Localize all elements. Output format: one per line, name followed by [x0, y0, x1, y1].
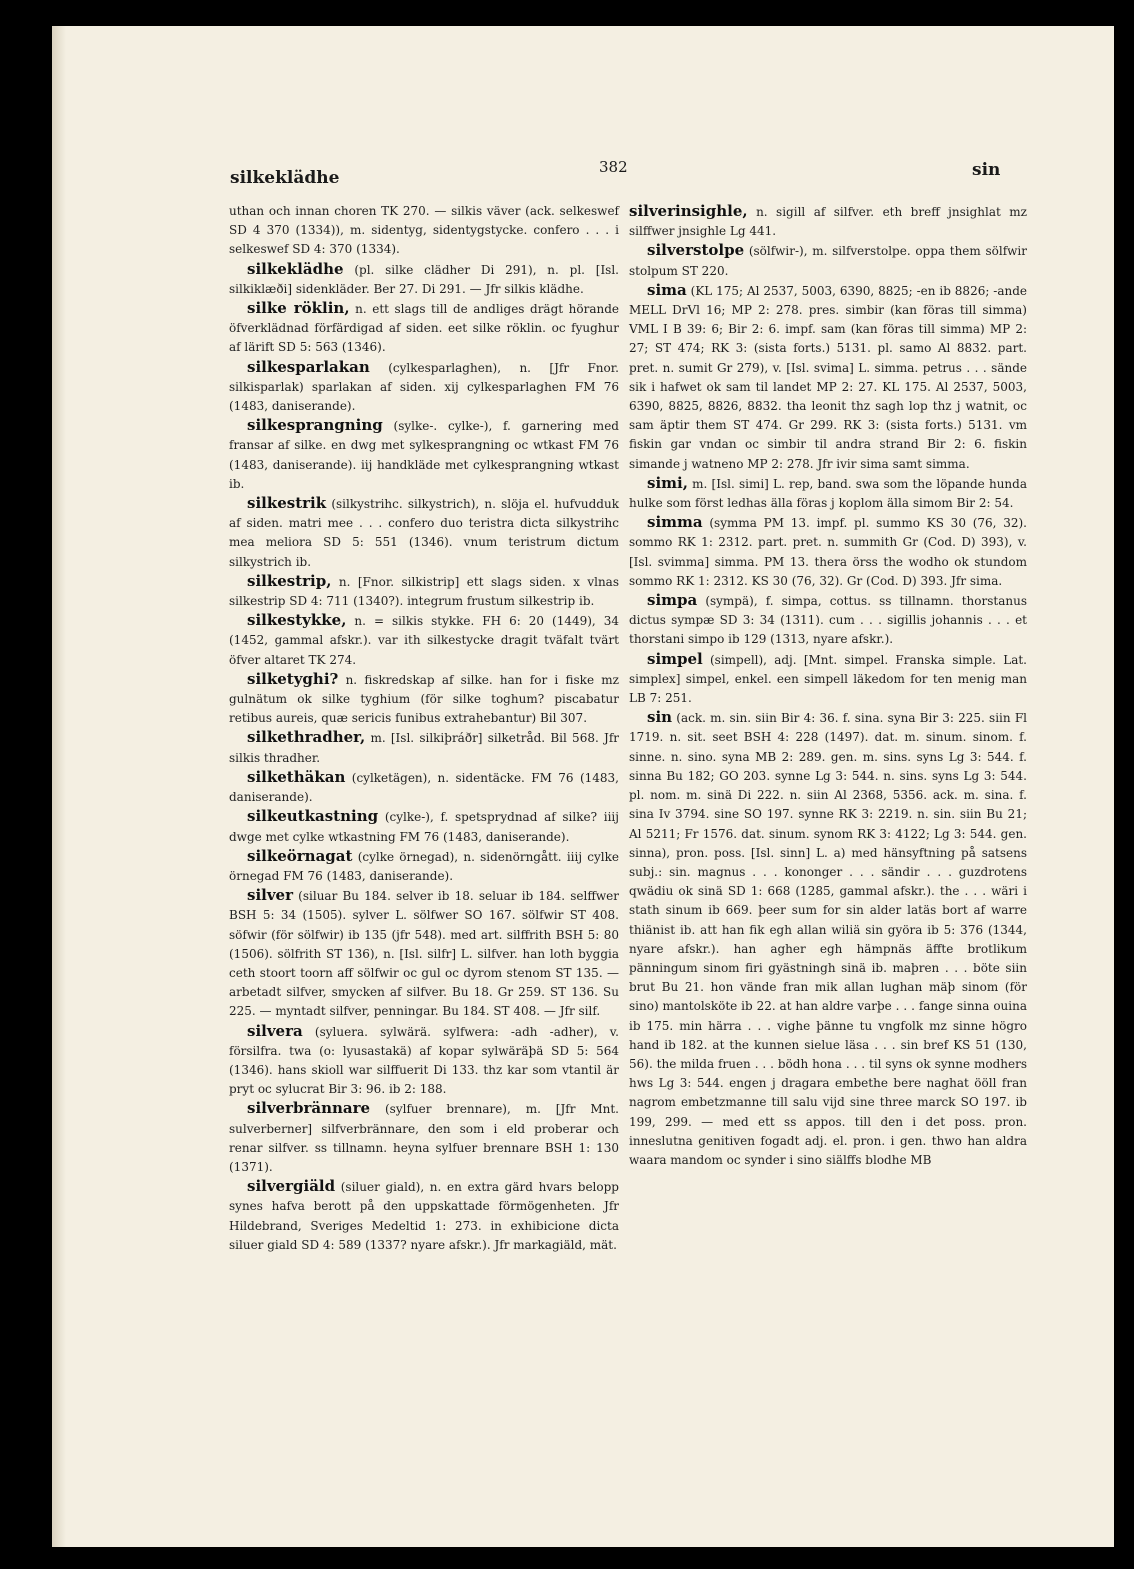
headword: silkethradher, [247, 728, 366, 747]
entry-text: (silkystrihc. silkystrich), n. slöja el. hufvudduk af siden. matri mee . . . confero duo teristra dicta silkystrihc mea meliora SD 5: 551 (1346). vnum teristrum dictum silkystrich ib. [229, 497, 619, 569]
entry-text: (pl. silke clädher Di 291), n. pl. [Isl. silkiklæði] sidenkläder. Ber 27. Di 291. — Jfr silkis klädhe. [229, 262, 619, 296]
headword: simi, [647, 473, 688, 492]
headword: silverbrännare [247, 1099, 371, 1118]
entry-text: n. = silkis stykke. FH 6: 20 (1449), 34 (1452, gammal afskr.). var ith silkestycke dragit tväfalt tvärt öfver altaret TK 274. [229, 614, 619, 667]
dictionary-entry [229, 807, 619, 846]
entry-text: uthan och innan choren TK 270. — silkis väver (ack. selkeswef SD 4 370 (1334)), m. sidentyg, sidentygstycke. confero . . . i selkeswef SD 4: 370 (1334). [229, 204, 619, 257]
entry-text: (sylfuer brennare), m. [Jfr Mnt. sulverberner] silfverbrännare, den som i eld proberar och renar silfver. ss tillnamn. heyna sylfuer brennare BSH 1: 130 (1371). [229, 1102, 619, 1174]
page-number: 382 [599, 158, 628, 176]
entry-text: (KL 175; Al 2537, 5003, 6390, 8825; -en ib 8826; -ande MELL DrVl 16; MP 2: 278. pres. simbir (kan föras till simma) VML I B 39: 6; Bir 2: 6. impf. sam (kan föras till simma) MP 2: 27; ST 474; RK 3: (sista forts.) 5131. pl. samo Al 8832. part. pret. n. sumit Gr 279), v. [Isl. svima] L. simma. petrus . . . sände sik i hafwet ok sam til landet MP 2: 27. KL 175. Al 2537, 5003, 6390, 8825, 8826, 8832. tha leonit thz sagh lop thz j watnit, oc sam äptir them ST 474. Gr 299. RK 3: (sista forts.) 5131. vm fiskin gar vndan oc simbir til andra strand Bir 2: 6. fiskin simande j watneno MP 2: 278. Jfr ivir sima samt simma. [629, 283, 1027, 471]
dictionary-entry [229, 768, 619, 807]
dictionary-entry [629, 474, 1027, 513]
headword: silverstolpe [647, 241, 745, 260]
entry-text: (ack. m. sin. siin Bir 4: 36. f. sina. syna Bir 3: 225. siin Fl 1719. n. sit. seet BSH 4: 228 (1497). dat. m. sinum. sinom. f. sinne. n. sino. syna MB 2: 289. gen. m. sins. syns Lg 3: 544. f. sinna Bu 182; GO 203. synne Lg 3: 544. n. sins. syns Lg 3: 544. pl. nom. m. sinä Di 222. n. siin Al 2368, 5356. ack. m. sina. f. sina Iv 3794. sine SO 197. synne RK 3: 2219. n. sin. siin Bu 21; Al 5211; Fr 1576. dat. sinum. synom RK 3: 4122; Lg 3: 544. gen. sinna), pron. poss. [Isl. sinn] L. a) med hänsyftning på satsens subj.: sin. magnus . . . kononger . . . sändir . . . guzdrotens qwädiu ok sinä SD 1: 668 (1285, gammal afskr.). the . . . wäri i stath sinum ib 669. þeer sum for sin alder latäs bort af warre thiänist ib. att han fik egh allan wiliä sin györa ib 5: 376 (1344, nyare afskr.). han agher egh hämpnäs äffte brotlikum pänningum sinom firi gyästningh sinä ib. maþren . . . böte siin brut Bu 21. hon vände fran mik allan lughan mäþ sinom (för sino) mantolsköte ib 22. at han aldre varþe . . . fange sinna ouina ib 175. min härra . . . vighe þänne tu vngfolk mz sinne högro hand ib 182. at the kunnen sielue läsa . . . sin bref KS 51 (130, 56). the milda fruen . . . bödh hona . . . til syns ok synne modhers hws Lg 3: 544. engen j dragara embethe bere naghat ööll fran nagrom embetzmanne till salu vijd sine three marck SO 197. ib 199, 299. — med ett ss appos. till den i det poss. pron. inneslutna genitiven fogadt adj. el. pron. i gen. thwo han aldra waara mandom oc synder i sino siälffs blodhe MB [629, 711, 1027, 1167]
entry-text: n. sigill af silfver. eth breff jnsighlat mz silffwer jnsighle Lg 441. [629, 205, 1027, 239]
headword: silkeklädhe [247, 259, 344, 278]
headword: sin [647, 708, 673, 727]
header-last-headword: sin [972, 160, 1001, 180]
dictionary-entry [229, 1177, 619, 1255]
entry-text: (sölfwir-), m. silfverstolpe. oppa them sölfwir stolpum ST 220. [629, 244, 1027, 278]
entry-text: m. [Isl. simi] L. rep, band. swa som the löpande hunda hulke som först ledhas älla föras j koplom älla simom Bir 2: 54. [629, 476, 1027, 511]
entry-text: n. ett slags till de andliges drägt hörande öfverklädnad förfärdigad af siden. eet silke röklin. oc fyughur af lärift SD 5: 563 (1346). [229, 302, 619, 355]
headword: silkestrik [247, 494, 327, 513]
dictionary-entry [229, 886, 619, 1021]
entry-text: m. [Isl. silkiþráðr] silketråd. Bil 568. Jfr silkis thradher. [229, 731, 619, 765]
dictionary-entry [229, 728, 619, 767]
headword: simma [647, 513, 703, 532]
running-header [52, 138, 1114, 188]
headword: simpel [647, 649, 703, 668]
dictionary-entry [229, 1099, 619, 1177]
entry-text: (simpell), adj. [Mnt. simpel. Franska simple. Lat. simplex] simpel, enkel. een simpell läkedom for ten menig man LB 7: 251. [629, 652, 1027, 706]
headword: silkeörnagat [247, 846, 353, 865]
dictionary-entry [229, 299, 619, 358]
headword: silver [247, 886, 294, 905]
page [52, 26, 1114, 1547]
dictionary-entry [229, 358, 619, 417]
headword: silketyghi? [247, 669, 339, 688]
dictionary-entry [229, 670, 619, 729]
entry-text: n. [Fnor. silkistrip] ett slags siden. x vlnas silkestrip SD 4: 711 (1340?). integrum frustum silkestrip ib. [229, 574, 619, 609]
headword: sima [647, 280, 687, 299]
entry-text: (symma PM 13. impf. pl. summo KS 30 (76, 32). sommo RK 1: 2312. part. pret. n. summith Gr (Cod. D) 393), v. [Isl. svimma] simma. PM 13. thera örss the wodho ok stundom sommo RK 1: 2312. KS 30 (76, 32). Gr (Cod. D) 393. Jfr sima. [629, 516, 1027, 588]
entry-text: (sympä), f. simpa, cottus. ss tillnamn. thorstanus dictus sympæ SD 3: 34 (1311). cum . . . sigillis johannis . . . et thorstani simpo ib 129 (1313, nyare afskr.). [629, 594, 1027, 647]
dictionary-entry [629, 281, 1027, 474]
dictionary-entry [629, 202, 1027, 241]
headword: silvera [247, 1021, 303, 1040]
dictionary-entry [629, 591, 1027, 650]
headword: silvergiäld [247, 1177, 336, 1196]
headword: silkestykke, [247, 611, 347, 630]
headword: silkeutkastning [247, 807, 379, 826]
headword: silkestrip, [247, 571, 332, 590]
dictionary-entry [629, 708, 1027, 1170]
dictionary-entry [229, 847, 619, 886]
dictionary-entry [229, 494, 619, 572]
dictionary-entry [229, 611, 619, 670]
dictionary-entry [229, 416, 619, 494]
entry-text: (cylkesparlaghen), n. [Jfr Fnor. silkisparlak) sparlakan af siden. xij cylkesparlaghen FM 76 (1483, daniserande). [229, 360, 619, 414]
left-column [229, 202, 619, 1255]
binding-shadow [52, 26, 66, 1547]
dictionary-entry [229, 1022, 619, 1100]
entry-text: (syluera. sylwärä. sylfwera: -adh -adher), v. försilfra. twa (o: lyusastakä) af kopar sylwäräþä SD 5: 564 (1346). hans skioll war silffuerit Di 133. thz kar som vtantil är pryt oc sylucrat Bir 3: 96. ib 2: 188. [229, 1024, 619, 1097]
dictionary-entry [229, 260, 619, 299]
dictionary-entry [629, 650, 1027, 709]
dictionary-entry [229, 572, 619, 611]
headword: silverinsighle, [629, 202, 748, 220]
entry-text: (sylke-. cylke-), f. garnering med fransar af silke. en dwg met sylkesprangning oc wtkast FM 76 (1483, daniserande). iij handkläde met cylkesprangning wtkast ib. [229, 419, 619, 491]
headword: silkethäkan [247, 767, 346, 786]
entry-text: (cylketägen), n. sidentäcke. FM 76 (1483, daniserande). [229, 770, 619, 805]
headword: silkesprangning [247, 416, 383, 435]
headword: silke röklin, [247, 299, 350, 318]
dictionary-entry [629, 241, 1027, 280]
entry-text: (siluar Bu 184. selver ib 18. seluar ib 184. selffwer BSH 5: 34 (1505). sylver L. sölfwer SO 167. sölfwir ST 408. söfwir (för sölfwir) ib 135 (jfr 548). med art. silffrith BSH 5: 80 (1506). sölfrith ST 136), n. [Isl. silfr] L. silfver. han loth byggia ceth stoort toorn aff sölfwir oc gul oc dyrom stenom ST 135. — arbetadt silfver, smycken af silfver. Bu 18. Gr 259. ST 136. Su 225. — myntadt silfver, penningar. Bu 184. ST 408. — Jfr silf. [229, 889, 619, 1019]
entry-text: (siluer giald), n. en extra gärd hvars belopp synes hafva berott på den uppskattade förmögenheten. Jfr Hildebrand, Sveriges Medeltid 1: 273. in exhibicione dicta siluer giald SD 4: 589 (1337? nyare afskr.). Jfr markagiäld, mät. [229, 1180, 619, 1252]
header-first-headword: silkeklädhe [230, 168, 340, 188]
entry-text: (cylke örnegad), n. sidenörngått. iiij cylke örnegad FM 76 (1483, daniserande). [229, 849, 619, 883]
headword: silkesparlakan [247, 357, 370, 376]
entry-text: n. fiskredskap af silke. han for i fiske mz gulnätum ok silke tyghium (för silke toghum? piscabatur retibus aureis, quæ sericis funibus extrahebantur) Bil 307. [229, 672, 619, 726]
entry-text: (cylke-), f. spetsprydnad af silke? iiij dwge met cylke wtkastning FM 76 (1483, daniserande). [229, 810, 619, 844]
dictionary-entry [629, 513, 1027, 591]
right-column [629, 202, 1027, 1170]
headword: simpa [647, 591, 698, 610]
dictionary-entry [229, 202, 619, 260]
